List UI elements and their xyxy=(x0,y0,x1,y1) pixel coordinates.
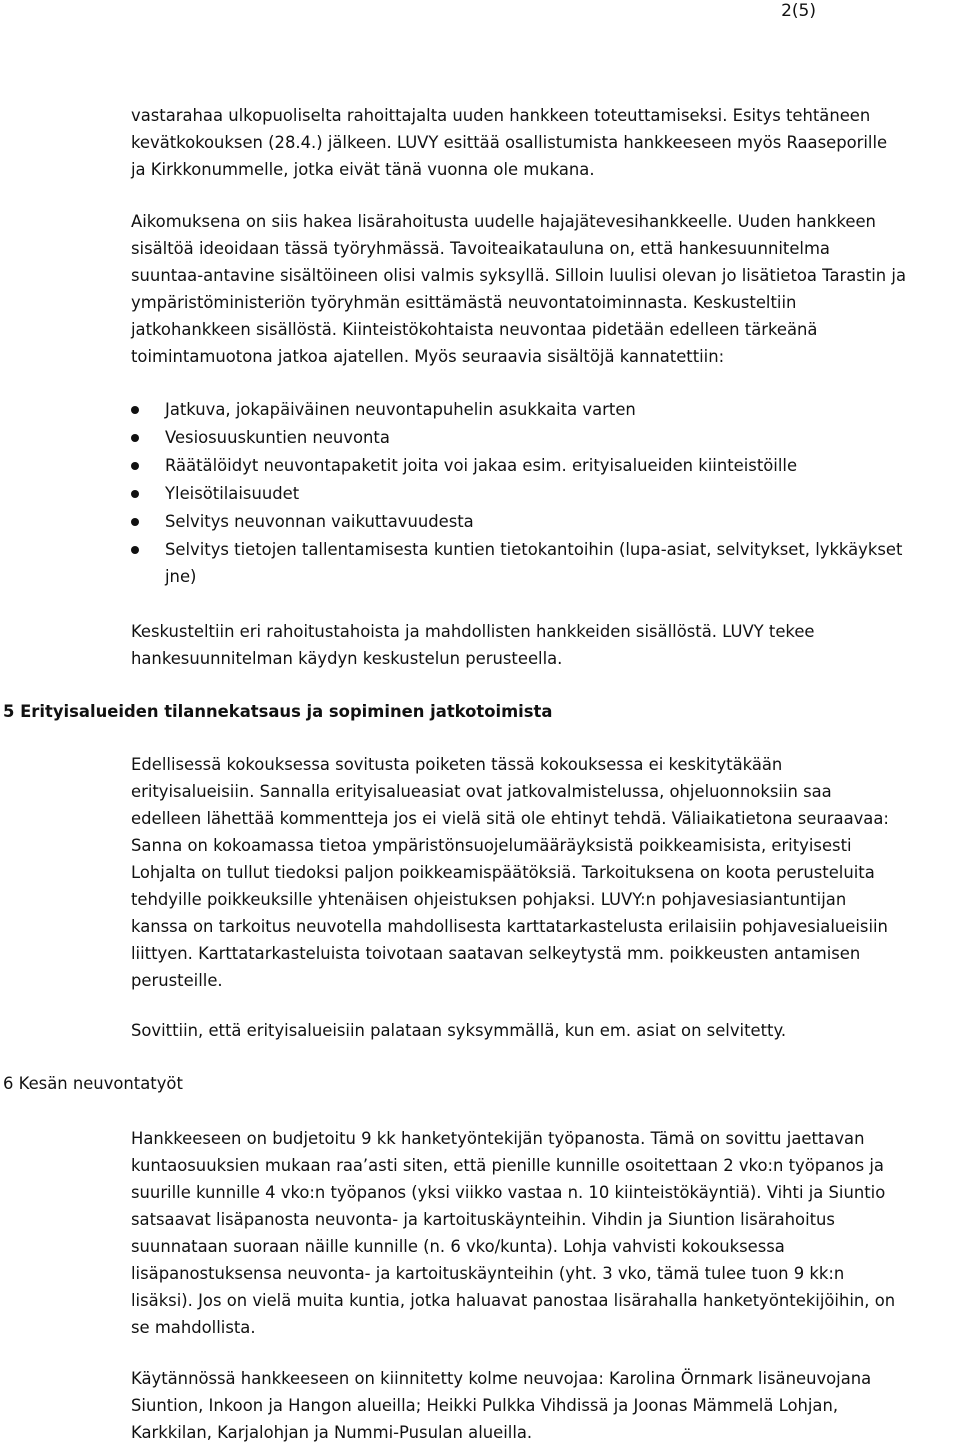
list-item xyxy=(131,424,959,452)
text-line: sisältöä ideoidaan tässä työryhmässä. Tavoiteaikatauluna on, että hankesuunnitelma xyxy=(131,239,830,258)
section-6-advisors xyxy=(131,1365,959,1446)
text-line: erityisalueisiin. Sannalla erityisalueasiat ovat jatkovalmistelussa, ohjeluonnoksiin saa xyxy=(131,782,832,801)
text-line: lisäksi). Jos on vielä muita kuntia, jotka haluavat panostaa lisärahalla hanketyöntekijöihin, on xyxy=(131,1291,896,1310)
list-item xyxy=(131,480,959,508)
bullet-icon xyxy=(131,518,139,526)
page-number: 2(5) xyxy=(781,1,816,21)
text-line: Käytännössä hankkeeseen on kiinnitetty kolme neuvojaa: Karolina Örnmark lisäneuvojana xyxy=(131,1369,872,1388)
text-line: toimintamuotona jatkoa ajatellen. Myös seuraavia sisältöjä kannatettiin: xyxy=(131,347,725,366)
list-item-text: Jatkuva, jokapäiväinen neuvontapuhelin asukkaita varten xyxy=(165,400,636,419)
list-item-text: jne) xyxy=(165,567,197,587)
text-line: Sanna on kokoamassa tietoa ympäristönsuojelumääräyksistä poikkeamisista, erityisesti xyxy=(131,836,852,855)
text-line: liittyen. Karttatarkasteluista toivotaan saatavan selkeytystä mm. poikkeusten antamisen xyxy=(131,944,861,963)
section-6-heading: 6 Kesän neuvontatyöt xyxy=(3,1074,183,1093)
text-line: kevätkokouksen (28.4.) jälkeen. LUVY esittää osallistumista hankkeeseen myös Raaseporille xyxy=(131,133,888,152)
text-line: suunnataan suoraan näille kunnille (n. 6 vko/kunta). Lohja vahvisti kokouksessa xyxy=(131,1237,785,1256)
text-line: Sovittiin, että erityisalueisiin palataan syksymmällä, kun em. asiat on selvitetty. xyxy=(131,1021,787,1040)
list-item xyxy=(131,508,959,536)
list-item-text: Vesiosuuskuntien neuvonta xyxy=(165,427,390,447)
section-5-paragraph xyxy=(131,751,959,994)
keskustelu-paragraph xyxy=(131,618,959,672)
list-item xyxy=(131,536,959,592)
text-line: vastarahaa ulkopuoliselta rahoittajalta uuden hankkeen toteuttamiseksi. Esitys tehtäneen xyxy=(131,106,871,125)
section-5-heading: 5 Erityisalueiden tilannekatsaus ja sopiminen jatkotoimista xyxy=(3,702,553,721)
text-line: Lohjalta on tullut tiedoksi paljon poikkeamispäätöksiä. Tarkoituksena on koota perusteluita xyxy=(131,863,875,882)
text-line: jatkohankkeen sisällöstä. Kiinteistökohtaista neuvontaa pidetään edelleen tärkeänä xyxy=(131,320,818,339)
text-line: se mahdollista. xyxy=(131,1318,256,1337)
text-line: satsaavat lisäpanosta neuvonta- ja kartoituskäynteihin. Vihdin ja Siuntion lisärahoitus xyxy=(131,1210,835,1229)
text-line: Edellisessä kokouksessa sovitusta poiketen tässä kokouksessa ei keskitytäkään xyxy=(131,755,783,774)
section-5-agreement xyxy=(131,1017,959,1044)
intro-paragraph xyxy=(131,102,959,183)
text-line: Aikomuksena on siis hakea lisärahoitusta uudelle hajajätevesihankkeelle. Uuden hankkeen xyxy=(131,212,876,231)
bullet-icon xyxy=(131,490,139,498)
text-line: Karkkilan, Karjalohjan ja Nummi-Pusulan alueilla. xyxy=(131,1423,533,1442)
text-line: kanssa on tarkoitus neuvotella mahdollisesta karttatarkastelusta erilaisiin pohjavesialueisiin xyxy=(131,917,888,936)
text-line: Hankkeeseen on budjetoitu 9 kk hanketyöntekijän työpanosta. Tämä on sovittu jaettavan xyxy=(131,1129,865,1148)
content-suggestions-list xyxy=(131,396,959,591)
text-line: lisäpanostuksensa neuvonta- ja kartoituskäynteihin (yht. 3 vko, tämä tulee tuon 9 kk:n xyxy=(131,1264,845,1283)
list-item xyxy=(131,452,959,480)
list-item-text: Yleisötilaisuudet xyxy=(165,483,300,503)
text-line: kuntaosuuksien mukaan raa’asti siten, että pienille kunnille osoitettaan 2 vko:n työpanos ja xyxy=(131,1156,884,1175)
bullet-icon xyxy=(131,406,139,414)
text-line: suurille kunnille 4 vko:n työpanos (yksi viikko vastaa n. 10 kiinteistökäyntiä). Vihti ja Siuntio xyxy=(131,1183,886,1202)
text-line: ja Kirkkonummelle, jotka eivät tänä vuonna ole mukana. xyxy=(131,160,595,179)
aikomus-paragraph xyxy=(131,208,959,370)
bullet-icon xyxy=(131,546,139,554)
section-6-paragraph xyxy=(131,1125,959,1341)
bullet-icon xyxy=(131,462,139,470)
text-line: ympäristöministeriön työryhmän esittämästä neuvontatoiminnasta. Keskusteltiin xyxy=(131,293,797,312)
text-line: perusteille. xyxy=(131,971,223,990)
list-item xyxy=(131,396,959,424)
text-line: Siuntion, Inkoon ja Hangon alueilla; Heikki Pulkka Vihdissä ja Joonas Mämmelä Lohjan, xyxy=(131,1396,839,1415)
list-item-text: Selvitys neuvonnan vaikuttavuudesta xyxy=(165,511,474,531)
text-line: Keskusteltiin eri rahoitustahoista ja mahdollisten hankkeiden sisällöstä. LUVY tekee xyxy=(131,622,815,641)
text-line: tehdyille poikkeuksille yhtenäisen ohjeistuksen pohjaksi. LUVY:n pohjavesiasiantuntijan xyxy=(131,890,847,909)
text-line: hankesuunnitelman käydyn keskustelun perusteella. xyxy=(131,649,563,668)
list-item-text: Räätälöidyt neuvontapaketit joita voi jakaa esim. erityisalueiden kiinteistöille xyxy=(165,455,798,475)
list-item-text: Selvitys tietojen tallentamisesta kuntien tietokantoihin (lupa-asiat, selvitykset, lykkäykset xyxy=(165,539,903,559)
text-line: suuntaa-antavine sisältöineen olisi valmis syksyllä. Silloin luulisi olevan jo lisätietoa Tarastin ja xyxy=(131,266,907,285)
bullet-icon xyxy=(131,434,139,442)
text-line: edelleen lähettää kommentteja jos ei vielä sitä ole ehtinyt tehdä. Väliaikatietona seuraavaa: xyxy=(131,809,889,828)
